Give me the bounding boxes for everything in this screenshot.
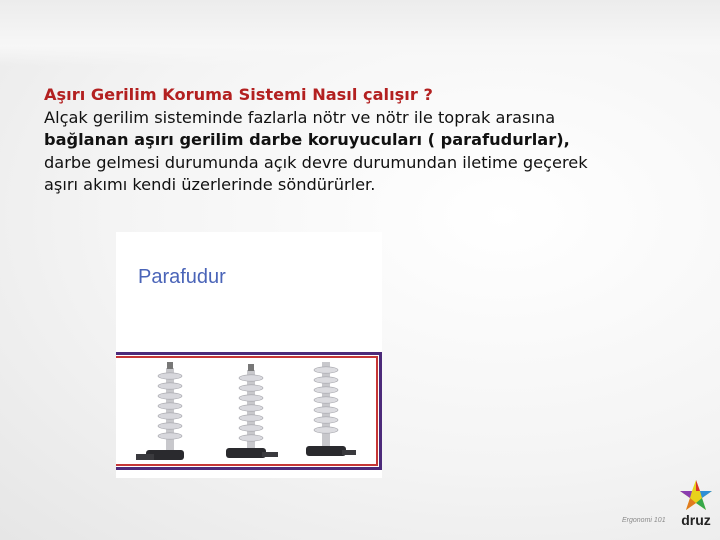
body-text (44, 84, 684, 197)
body-line-4: aşırı akımı kendi üzerlerinde söndürürler. (44, 175, 376, 194)
star-logo-icon (676, 478, 716, 514)
surge-arrester-image (116, 232, 382, 478)
body-line-1: Alçak gerilim sisteminde fazlarla nötr ve nötr ile toprak arasına (44, 107, 556, 127)
body-line-2: bağlanan aşırı gerilim darbe koruyucuları ( parafudurlar), (44, 130, 570, 149)
top-gradient-bar (0, 0, 720, 66)
image-caption: Parafudur (138, 266, 226, 288)
body-line-3: darbe gelmesi durumunda açık devre durumundan iletime geçerek (44, 152, 588, 172)
surge-arrester-illustration (116, 362, 382, 478)
footer-page-label: Ergonomi 101 (622, 517, 666, 524)
arrester-1 (136, 362, 184, 460)
druz-logo (676, 478, 716, 532)
slide-heading: Aşırı Gerilim Koruma Sistemi Nasıl çalışır ? (44, 85, 433, 104)
arrester-2 (226, 364, 278, 458)
logo-text: druz (681, 512, 711, 528)
arrester-3 (306, 362, 356, 456)
